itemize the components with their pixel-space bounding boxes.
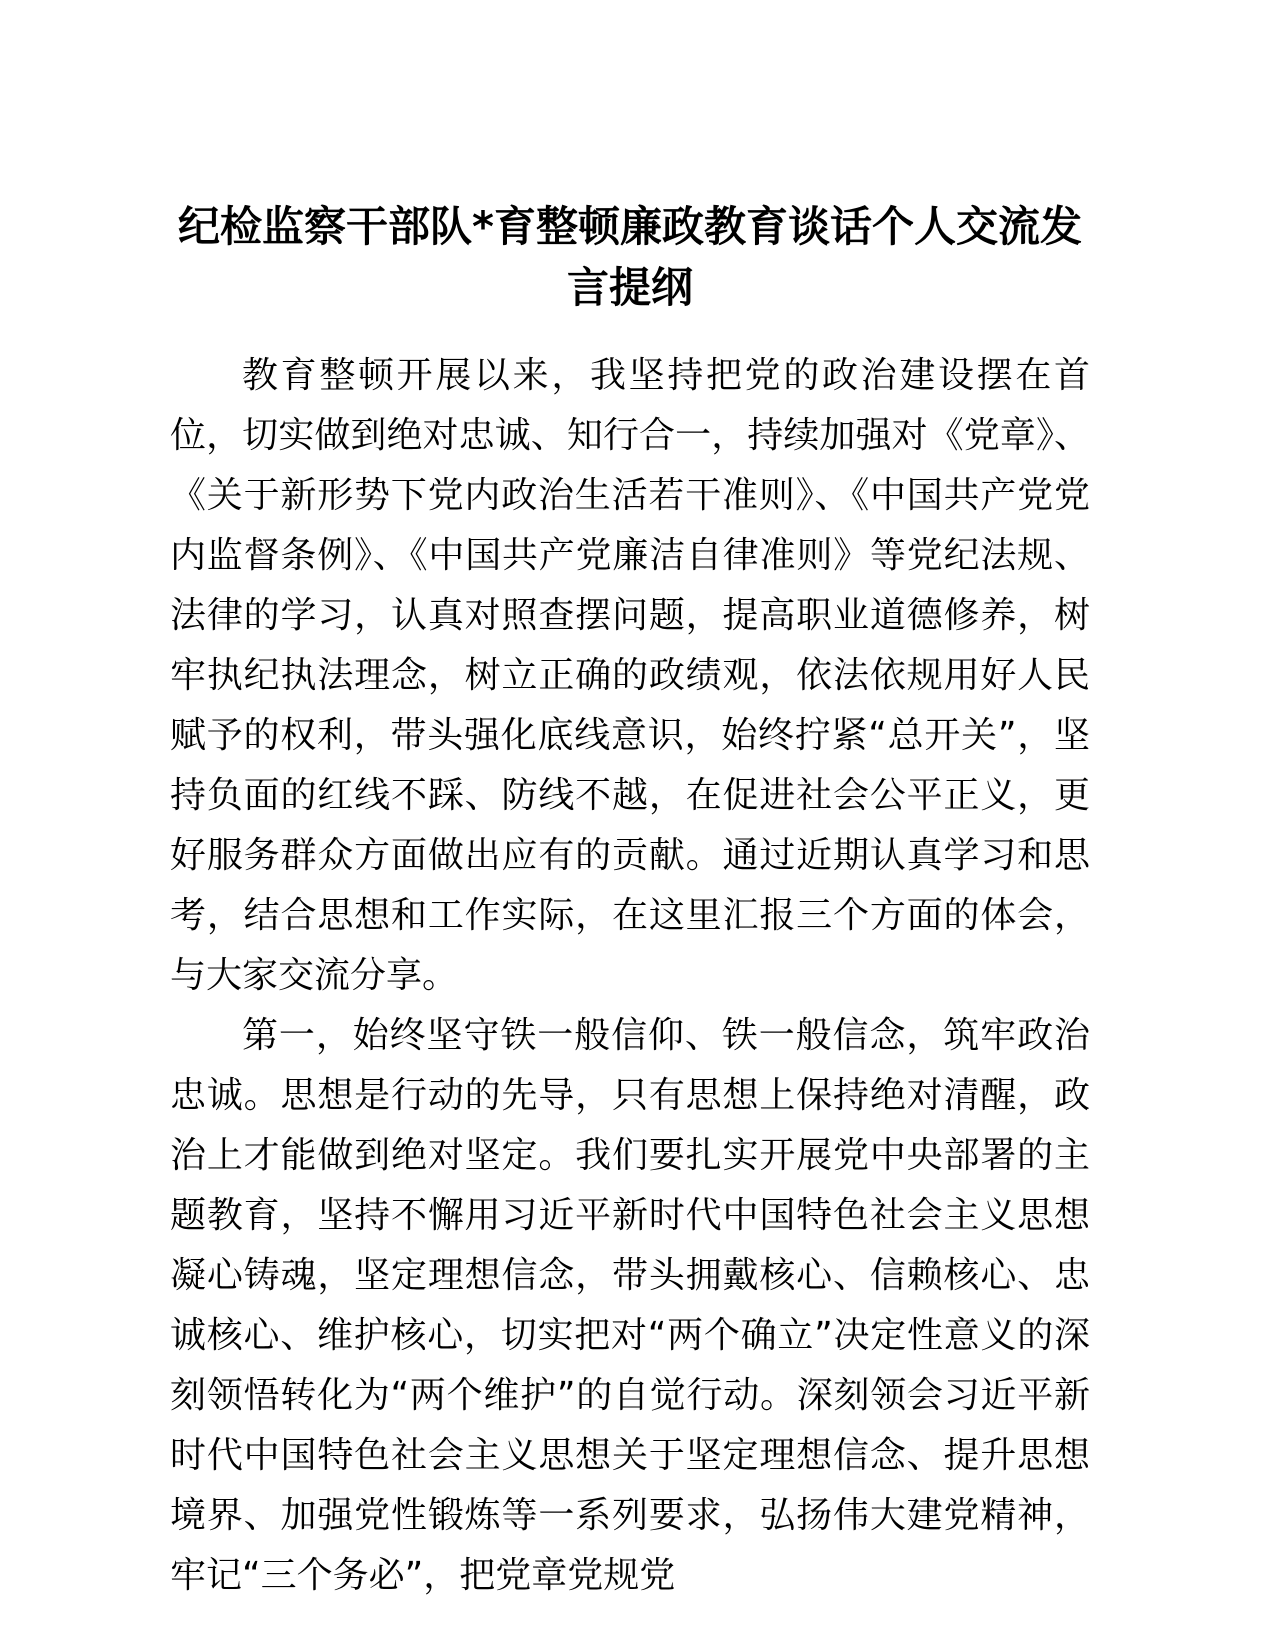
paragraph-intro: 教育整顿开展以来，我坚持把党的政治建设摆在首位，切实做到绝对忠诚、知行合一，持续加强对《党章》、《关于新形势下党内政治生活若干准则》、《中国共产党党内监督条例》、《中国共产党廉洁自律准则》等党纪法规、法律的学习，认真对照查摆问题，提高职业道德修养，树牢执纪执法理念，树立正确的政绩观，依法依规用好人民赋予的权利，带头强化底线意识，始终拧紧“总开关”，坚持负面的红线不踩、防线不越，在促进社会公平正义，更好服务群众方面做出应有的贡献。通过近期认真学习和思考，结合思想和工作实际，在这里汇报三个方面的体会，与大家交流分享。 [170, 355, 1090, 996]
paragraph-section-one: 第一，始终坚守铁一般信仰、铁一般信念，筑牢政治忠诚。思想是行动的先导，只有思想上保持绝对清醒，政治上才能做到绝对坚定。我们要扎实开展党中央部署的主题教育，坚持不懈用习近平新时代中国特色社会主义思想凝心铸魂，坚定理想信念，带头拥戴核心、信赖核心、忠诚核心、维护核心，切实把对“两个确立”决定性意义的深刻领悟转化为“两个维护”的自觉行动。深刻领会习近平新时代中国特色社会主义思想关于坚定理想信念、提升思想境界、加强党性锻炼等一系列要求，弘扬伟大建党精神，牢记“三个务必”，把党章党规党 [170, 1015, 1090, 1596]
document-title: 纪检监察干部队*育整顿廉政教育谈话个人交流发言提纲 [178, 202, 1082, 312]
document-body [170, 196, 1090, 1606]
